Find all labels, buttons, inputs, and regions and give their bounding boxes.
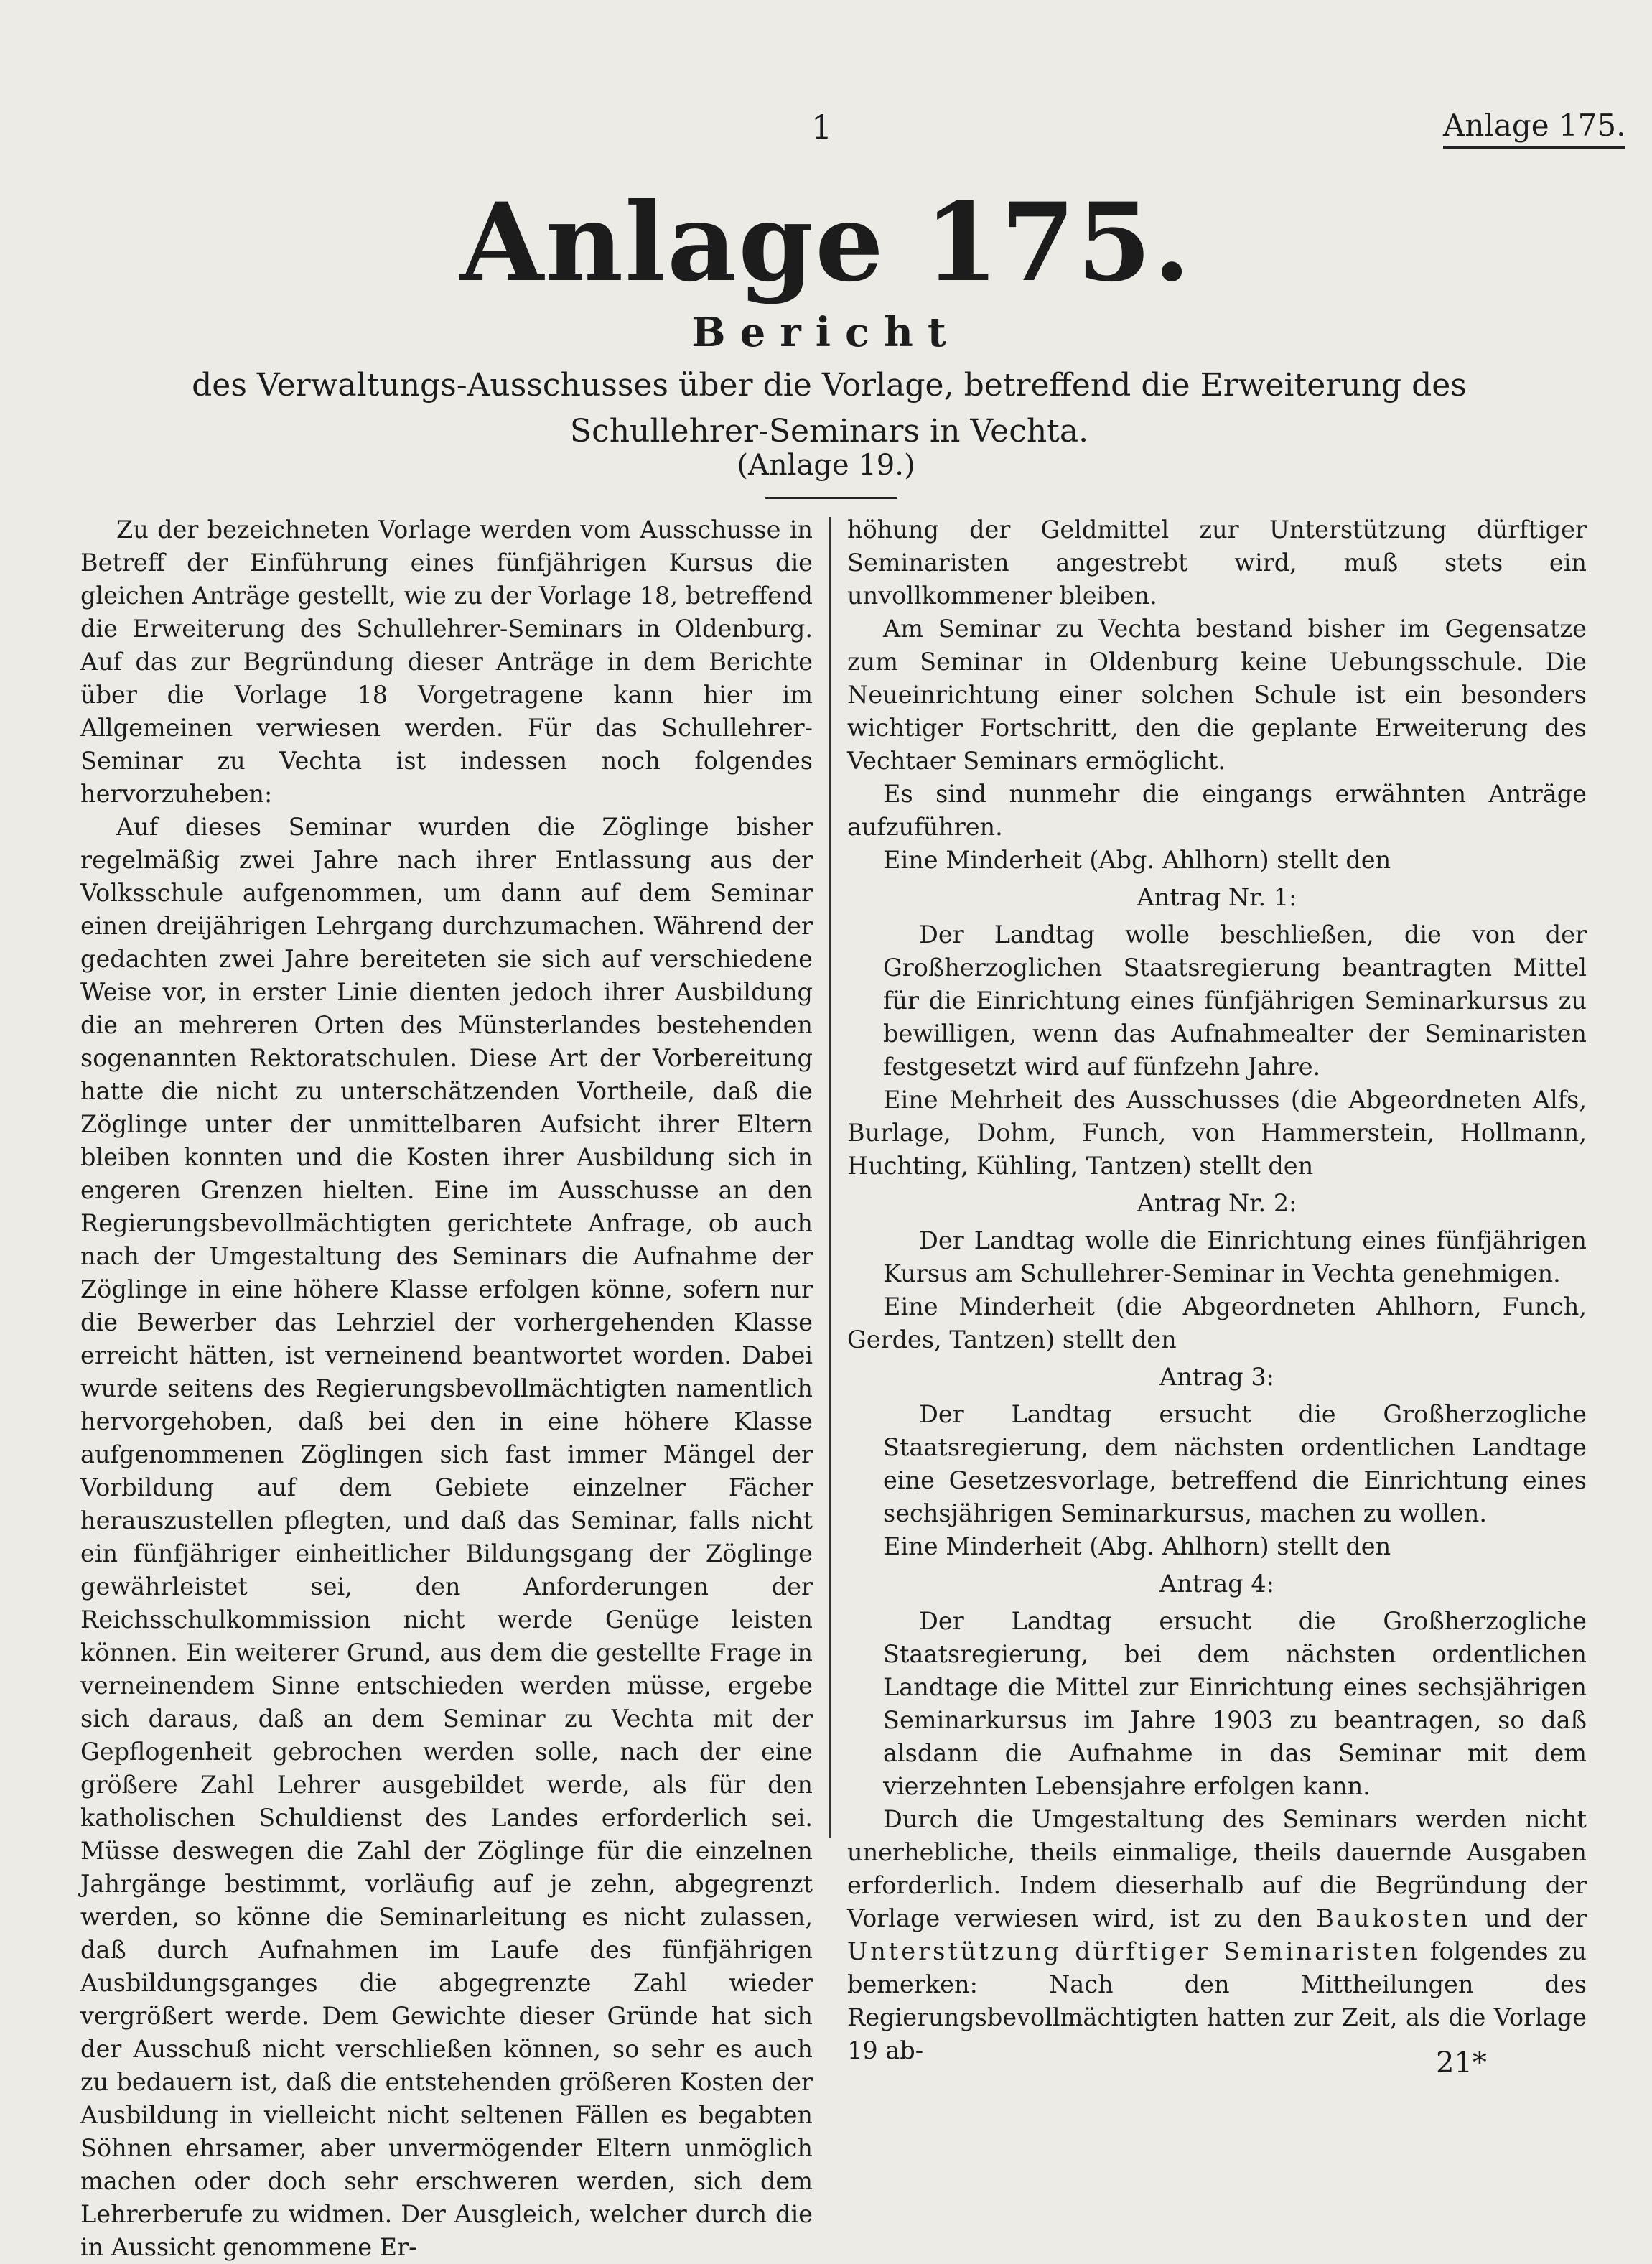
paragraph: Es sind nunmehr die eingangs erwähnten Anträge aufzuführen. [847,780,1587,841]
antrag-text [883,918,1587,1084]
page-number: 1 [811,108,833,146]
document-heading: des Verwaltungs-Ausschusses über die Vorlage, betreffend die Erweiterung des Schullehrer-Seminars in Vechta. [192,367,1467,449]
minority-intro: Eine Minderheit (Abg. Ahlhorn) stellt den [883,846,1391,874]
annex-reference: (Anlage 19.) [737,449,915,482]
column-divider [829,517,831,1838]
antrag-text [883,1398,1587,1530]
paragraph: Am Seminar zu Vechta bestand bisher im Gegensatze zum Seminar in Oldenburg keine Uebungsschule. Die Neueinrichtung einer solchen Schule ist ein besonders wichtiger Fortschritt, den die geplante Erweiterung des Vechtaer Seminars ermöglicht. [847,615,1587,775]
antrag-heading: Antrag Nr. 2: [1137,1189,1297,1217]
document-title: Anlage 175. [459,180,1193,306]
emphasis-baukosten: Baukosten [1316,1904,1470,1932]
document-subtitle: Bericht [691,309,961,356]
text-run: Durch die Umgestaltung des Seminars werden nicht unerhebliche, theils einmalige, theils dauernde Ausgaben erforderlich. Indem dieserhalb auf die Begründung der Vorlage verwiesen wird, ist zu den [847,1805,1587,1932]
antrag-heading: Antrag Nr. 1: [1137,883,1297,911]
antrag-body: Der Landtag ersucht die Großherzogliche Staatsregierung, dem nächsten ordentlichen Landtage eine Gesetzesvorlage, betreffend die Einrichtung eines sechsjährigen Seminarkursus, machen zu wollen. [883,1400,1587,1527]
right-column [847,513,1587,2067]
paragraph: Auf dieses Seminar wurden die Zöglinge bisher regelmäßig zwei Jahre nach ihrer Entlassung aus der Volksschule aufgenommen, um dann auf dem Seminar einen dreijährigen Lehrgang durchzumachen. Während der gedachten zwei Jahre bereiteten sie sich auf verschiedene Weise vor, in erster Linie dienten jedoch ihrer Ausbildung die an mehreren Orten des Münsterlandes bestehenden sogenannten Rektoratschulen. Diese Art der Vorbereitung hatte die nicht zu unterschätzenden Vortheile, daß die Zöglinge unter der unmittelbaren Aufsicht ihrer Eltern bleiben konnten und die Kosten ihrer Ausbildung sich in engeren Grenzen hielten. Eine im Ausschusse an den Regierungsbevollmächtigten gerichtete Anfrage, ob auch nach der Umgestaltung des Seminars die Aufnahme der Zöglinge in eine höhere Klasse erfolgen könne, sofern nur die Bewerber das Lehrziel der vorhergehenden Klasse erreicht hätten, ist verneinend beantwortet worden. Dabei wurde seitens des Regierungsbevollmächtigten namentlich hervorgehoben, daß bei den in eine höhere Klasse aufgenommenen Zöglingen sich fast immer Mängel der Vorbildung auf dem Gebiete einzelner Fächer herauszustellen pflegten, und daß das Seminar, falls nicht ein fünfjähriger einheitlicher Bildungsgang der Zöglinge gewährleistet sei, den Anforderungen der Reichsschulkommission nicht werde Genüge leisten können. Ein weiterer Grund, aus dem die gestellte Frage in verneinendem Sinne entschieden werden müsse, ergebe sich daraus, daß an dem Seminar zu Vechta mit der Gepflogenheit gebrochen werden solle, nach der eine größere Zahl Lehrer ausgebildet werde, als für den katholischen Schuldienst des Landes erforderlich sei. Müsse deswegen die Zahl der Zöglinge für die einzelnen Jahrgänge bestimmt, vorläufig auf je zehn, abgegrenzt werden, so könne die Seminarleitung es nicht zulassen, daß durch Aufnahmen im Laufe des fünfjährigen Ausbildungsganges die abgegrenzte Zahl wieder vergrößert werde. Dem Gewichte dieser Gründe hat sich der Ausschuß nicht verschließen können, so sehr es auch zu bedauern ist, daß die entstehenden größeren Kosten der Ausbildung in vielleicht nicht seltenen Fällen es begabten Söhnen ehrsamer, aber unvermögender Eltern unmöglich machen oder doch sehr erschweren werden, sich dem Lehrerberufe zu widmen. Der Ausgleich, welcher durch die in Aussicht genommene Er- [80,813,813,2261]
text-run: und der [1485,1904,1587,1932]
antrag-text [883,1605,1587,1803]
heading-rule [765,497,897,499]
antrag-heading: Antrag 4: [1159,1570,1274,1598]
emphasis-unterstuetzung: Unterstützung dürftiger Seminaristen [847,1937,1420,1965]
paragraph [847,1803,1587,2067]
minority-intro: Eine Minderheit (Abg. Ahlhorn) stellt den [883,1532,1391,1560]
paragraph: Zu der bezeichneten Vorlage werden vom Ausschusse in Betreff der Einführung eines fünfjährigen Kursus die gleichen Anträge gestellt, wie zu der Vorlage 18, betreffend die Erweiterung des Schullehrer-Seminars in Oldenburg. Auf das zur Begründung dieser Anträge in dem Berichte über die Vorlage 18 Vorgetragene kann hier im Allgemeinen verwiesen werden. Für das Schullehrer-Seminar zu Vechta ist indessen noch folgendes hervorzuheben: [80,516,813,808]
minority-intro: Eine Minderheit (die Abgeordneten Ahlhorn, Funch, Gerdes, Tantzen) stellt den [847,1292,1587,1354]
running-head: Anlage 175. [1443,108,1625,149]
majority-intro: Eine Mehrheit des Ausschusses (die Abgeordneten Alfs, Burlage, Dohm, Funch, von Hammerstein, Hollmann, Huchting, Kühling, Tantzen) stellt den [847,1086,1587,1180]
antrag-heading: Antrag 3: [1159,1363,1274,1391]
paragraph: höhung der Geldmittel zur Unterstützung dürftiger Seminaristen angestrebt wird, muß stets ein unvollkommener bleiben. [847,516,1587,610]
text-run: folgendes zu bemerken: Nach den Mittheilungen des Regierungsbevollmächtigten hatten zur Zeit, als die Vorlage 19 ab- [847,1937,1587,2064]
signature-mark: 21* [1436,2046,1487,2079]
antrag-text [883,1224,1587,1290]
antrag-body: Der Landtag wolle beschließen, die von der Großherzoglichen Staatsregierung beantragten Mittel für die Einrichtung eines fünfjährigen Seminarkursus zu bewilligen, wenn das Aufnahmealter der Seminaristen festgesetzt wird auf fünfzehn Jahre. [883,921,1587,1081]
left-column [80,513,813,2264]
antrag-body: Der Landtag wolle die Einrichtung eines fünfjährigen Kursus am Schullehrer-Seminar in Vechta genehmigen. [883,1226,1587,1287]
antrag-body: Der Landtag ersucht die Großherzogliche Staatsregierung, bei dem nächsten ordentlichen Landtage die Mittel zur Einrichtung eines sechsjährigen Seminarkursus im Jahre 1903 zu beantragen, so daß alsdann die Aufnahme in das Seminar mit dem vierzehnten Lebensjahre erfolgen kann. [883,1607,1587,1800]
